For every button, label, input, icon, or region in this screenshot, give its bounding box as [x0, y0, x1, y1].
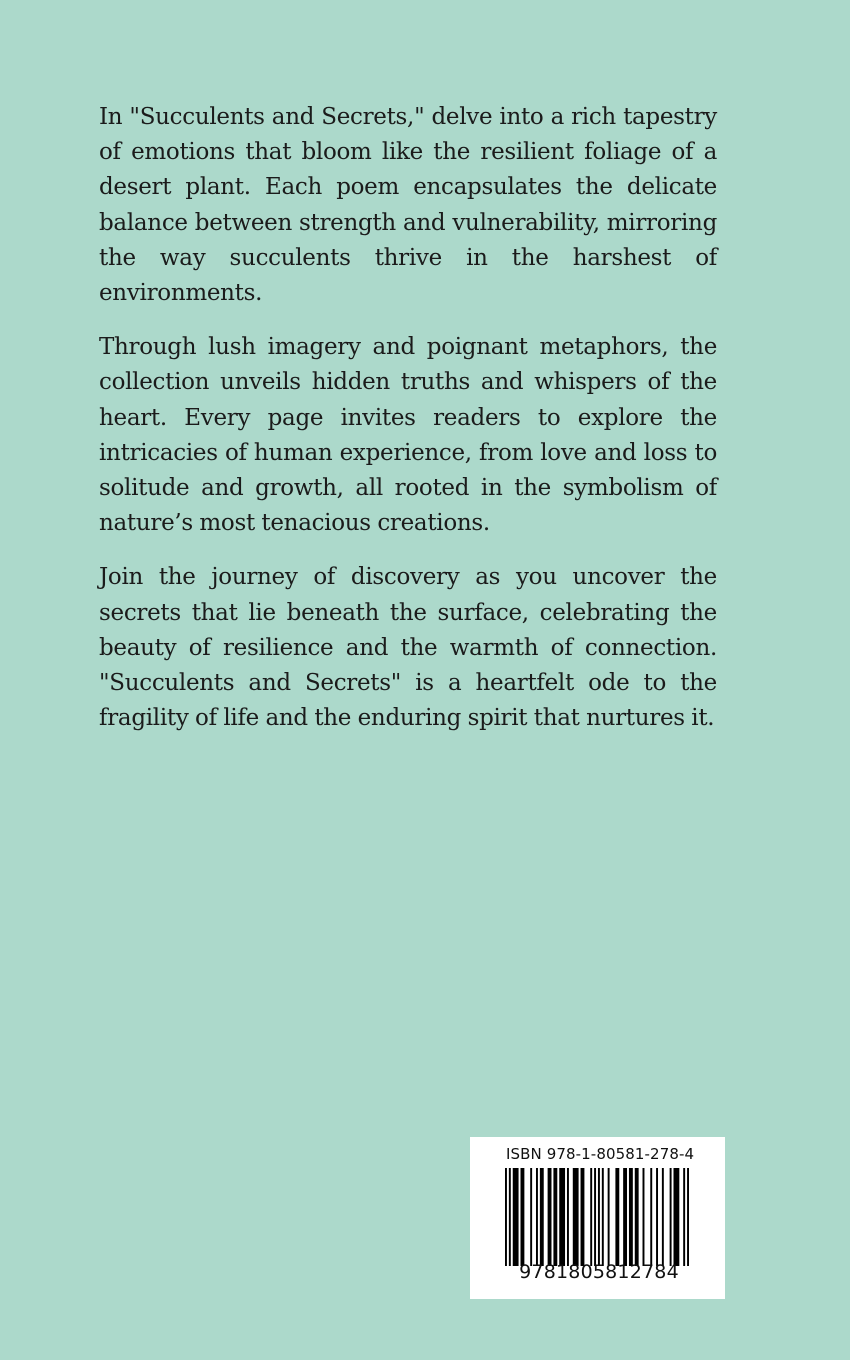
barcode-bar [581, 1168, 585, 1266]
barcode-bar [670, 1168, 672, 1266]
barcode-bar [509, 1168, 511, 1266]
barcode-bar [615, 1168, 619, 1266]
isbn-label: ISBN 978-1-80581-278-4 [506, 1145, 695, 1163]
blurb-paragraph-3: Join the journey of discovery as you uncover the secrets that lie beneath the surface, celebrating the beauty of resilience and the warmth of connection. "Succulents and Secrets" is a heartfelt ode to the fragility of life and the enduring spirit that nurtures it. [99, 564, 717, 732]
barcode-bar [662, 1168, 664, 1266]
barcode-bar [629, 1168, 633, 1266]
barcode-bar [590, 1168, 592, 1266]
barcode-bar [683, 1168, 685, 1266]
barcode-bar [650, 1168, 652, 1266]
barcode-bar [635, 1168, 639, 1266]
barcode-bar [505, 1168, 507, 1266]
barcode-bar [594, 1168, 596, 1266]
barcode-bar [559, 1168, 565, 1266]
barcode-bar [536, 1168, 538, 1266]
barcode-bar [656, 1168, 658, 1266]
barcode-bars [505, 1168, 689, 1266]
barcode-bar [623, 1168, 627, 1266]
blurb-paragraph-1: In "Succulents and Secrets," delve into a rich tapestry of emotions that bloom like the resilient foliage of a desert plant. Each poem encapsulates the delicate balance between strength and vulnerability, mirroring the way succulents thrive in the harshest of environments. [99, 104, 717, 307]
barcode-bar [674, 1168, 680, 1266]
barcode-bar [567, 1168, 569, 1266]
barcode-bar [602, 1168, 604, 1266]
barcode-bar [530, 1168, 532, 1266]
isbn-barcode-box [470, 1137, 725, 1299]
barcode-bar [608, 1168, 610, 1266]
barcode-bar [573, 1168, 579, 1266]
blurb-paragraph-2: Through lush imagery and poignant metaphors, the collection unveils hidden truths and whispers of the heart. Every page invites readers to explore the intricacies of human experience, from love and loss to solitude and growth, all rooted in the symbolism of nature’s most tenacious creations. [99, 334, 717, 537]
barcode-bar [548, 1168, 552, 1266]
back-cover-blurb [99, 100, 717, 755]
barcode-bar [540, 1168, 544, 1266]
barcode-bar [598, 1168, 600, 1266]
barcode-bar [687, 1168, 689, 1266]
barcode-bar [553, 1168, 557, 1266]
barcode-bar [643, 1168, 645, 1266]
barcode-bar [513, 1168, 519, 1266]
barcode-bar [520, 1168, 524, 1266]
isbn-digits: 9781805812784 [519, 1261, 679, 1283]
